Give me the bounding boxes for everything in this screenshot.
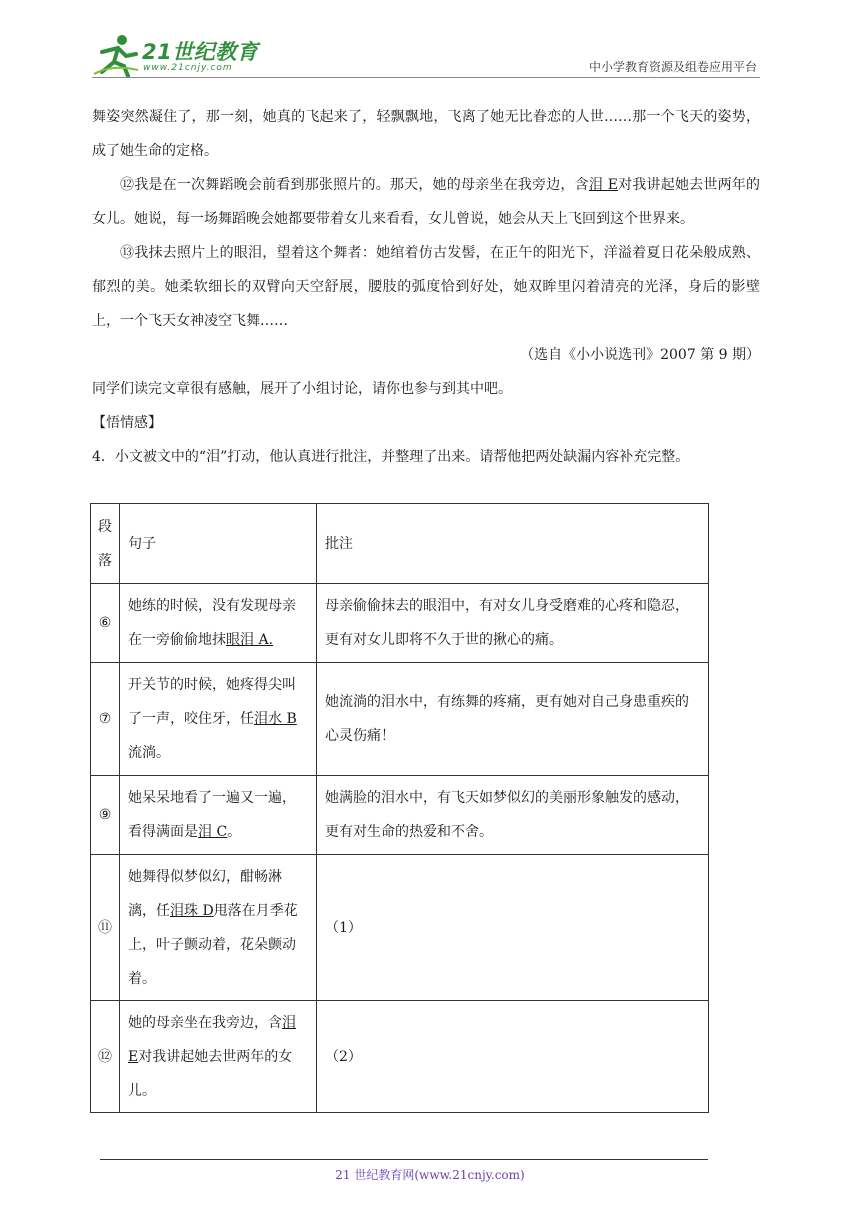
row-sentence <box>120 584 317 663</box>
sentence-text: 她练的时候，没有发现母亲在一旁偷偷地抹 <box>128 598 296 648</box>
article-paragraph-12 <box>92 168 760 236</box>
row-sentence <box>120 663 317 776</box>
table-row <box>91 584 709 663</box>
section-title: 【悟情感】 <box>92 415 162 431</box>
runner-icon <box>92 34 140 78</box>
row-sentence <box>120 1001 317 1113</box>
footer-link[interactable]: 21 世纪教育网(www.21cnjy.com) <box>335 1168 525 1182</box>
sentence-underlined: 泪水 B <box>254 711 297 727</box>
table-header-row <box>91 504 709 584</box>
row-annotation: 她满脸的泪水中，有飞天如梦似幻的美丽形象触发的感动，更有对生命的热爱和不舍。 <box>317 776 709 855</box>
header-annotation: 批注 <box>317 504 709 584</box>
article-paragraph-cont: 舞姿突然凝住了，那一刻，她真的飞起来了，轻飘飘地，飞离了她无比眷恋的人世……那一个飞天的姿势，成了她生命的定格。 <box>92 109 760 159</box>
answer-blank-2[interactable]: （2） <box>317 1001 709 1113</box>
sentence-text: 开关节的时候，她疼得尖叫了一声，咬住牙，任 <box>128 677 296 727</box>
table-row <box>91 776 709 855</box>
row-number: ⑨ <box>91 776 120 855</box>
p12-underlined: 泪 E <box>588 177 618 193</box>
header-paragraph: 段落 <box>91 504 120 584</box>
sentence-text-end: 流淌。 <box>128 745 170 761</box>
discussion-intro: 同学们读完文章很有感触，展开了小组讨论，请你也参与到其中吧。 <box>92 381 512 397</box>
table-row <box>91 1001 709 1113</box>
annotation-table <box>90 503 709 1113</box>
sentence-text: 她的母亲坐在我旁边，含 <box>128 1014 282 1031</box>
platform-name: 中小学教育资源及组卷应用平台 <box>588 60 757 74</box>
row-number: ⑥ <box>91 584 120 663</box>
sentence-underlined: 泪 C <box>198 824 228 840</box>
row-number: ⑫ <box>91 1001 120 1113</box>
table-row <box>91 855 709 1001</box>
question-4: 4．小文被文中的“泪”打动，他认真进行批注，并整理了出来。请帮他把两处缺漏内容补充完整。 <box>92 449 690 465</box>
table-row <box>91 663 709 776</box>
header-divider <box>92 77 760 78</box>
sentence-underlined: 泪珠 D <box>170 902 214 919</box>
row-number: ⑪ <box>91 855 120 1001</box>
answer-blank-1[interactable]: （1） <box>317 855 709 1001</box>
sentence-text-end: 。 <box>227 824 242 840</box>
p12-text-a: ⑫我是在一次舞蹈晚会前看到那张照片的。那天，她的母亲坐在我旁边，含 <box>120 177 589 193</box>
article-content <box>92 100 760 474</box>
header-sentence: 句子 <box>120 504 317 584</box>
article-source: （选自《小小说选刊》2007 第 9 期） <box>520 347 760 363</box>
row-annotation: 母亲偷偷抹去的眼泪中，有对女儿身受磨难的心疼和隐忍，更有对女儿即将不久于世的揪心的痛。 <box>317 584 709 663</box>
row-number: ⑦ <box>91 663 120 776</box>
footer-divider <box>100 1159 708 1160</box>
sentence-text: 她舞得似梦似幻，酣畅淋漓，任 <box>128 868 282 919</box>
logo <box>92 34 262 78</box>
page-header <box>0 0 860 90</box>
logo-url: www.21cnjy.com <box>143 63 233 73</box>
sentence-text-end: 对我讲起她去世两年的女儿。 <box>128 1048 293 1099</box>
logo-text: 21世纪教育 <box>142 40 259 64</box>
row-annotation: 她流淌的泪水中，有练舞的疼痛，更有她对自己身患重疾的心灵伤痛！ <box>317 663 709 776</box>
sentence-text-end: 甩落在月季花上，叶子颤动着，花朵颤动着。 <box>128 902 298 987</box>
sentence-text: 她呆呆地看了一遍又一遍，看得满面是 <box>128 790 296 840</box>
p12-text-b: 对我讲起她去世两年的女儿。她说，每一场舞蹈晚会她都要带着女儿来看看，女儿曾说，她会从天上飞回到这个世界来。 <box>92 177 761 227</box>
article-paragraph-13: ⑬我抹去照片上的眼泪，望着这个舞者：她绾着仿古发髻，在正午的阳光下，洋溢着夏日花朵般成熟、郁烈的美。她柔软细长的双臂向天空舒展，腰肢的弧度恰到好处，她双眸里闪着清亮的光泽，身后的影壁上，一个飞天女神凌空飞舞…… <box>92 245 760 329</box>
row-sentence <box>120 776 317 855</box>
sentence-underlined: 泪 E <box>128 1014 296 1065</box>
row-sentence <box>120 855 317 1001</box>
sentence-underlined: 眼泪 A. <box>226 632 274 648</box>
